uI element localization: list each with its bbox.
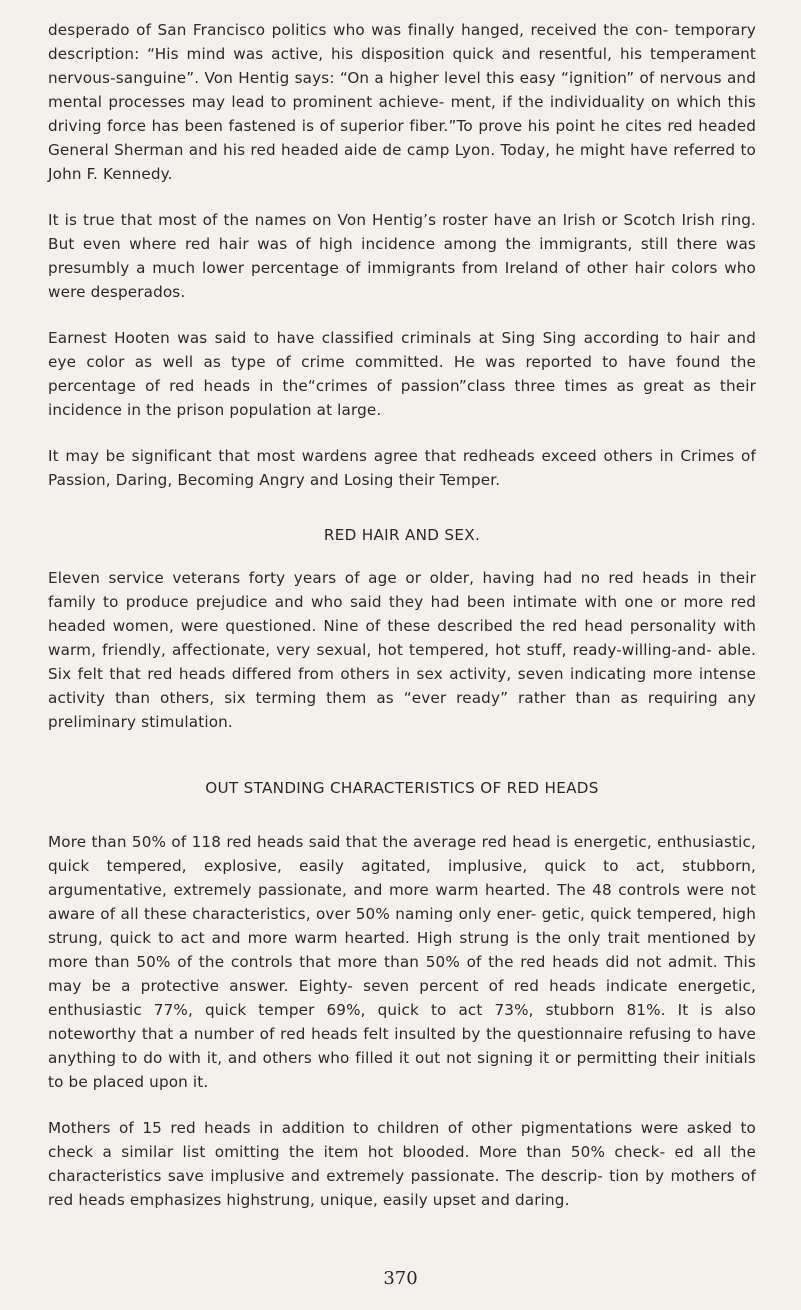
paragraph-mothers: Mothers of 15 red heads in addition to children of other pigmentations were asked to check a similar list omitting the item hot blooded. More than 50% check- ed all the characteristics save implusive and extremely passionate. The descrip- tion by mothers of red heads emphasizes highstrung, unique, easily upset and daring. — [48, 1119, 756, 1209]
section-heading-outstanding-characteristics: OUT STANDING CHARACTERISTICS OF RED HEADS — [205, 779, 599, 797]
section-heading-red-hair-and-sex: RED HAIR AND SEX. — [323, 526, 481, 544]
document-page — [48, 18, 756, 1212]
paragraph-irish-roster: It is true that most of the names on Von Hentig’s roster have an Irish or Scotch Irish ring. But even where red hair was of high incidence among the immigrants, still there was presumbly a much lower percentage of immigrants from Ireland of other hair colors who were desperados. — [48, 211, 756, 301]
page-number: 370 — [383, 1268, 418, 1289]
paragraph-service-veterans: Eleven service veterans forty years of age or older, having had no red heads in their family to produce prejudice and who said they had been intimate with one or more red headed women, were questioned. Nine of these described the red head personality with warm, friendly, affectionate, very sexual, hot tempered, hot stuff, ready-willing-and- able. Six felt that red heads differed from others in sex activity, seven indicating more intense activity than others, six terming them as “ever ready” rather than as requiring any preliminary stimulation. — [48, 569, 756, 731]
paragraph-survey-results: More than 50% of 118 red heads said that the average red head is energetic, enthusiastic, quick tempered, explosive, easily agitated, implusive, quick to act, stubborn, argumentative, extremely passionate, and more warm hearted. The 48 controls were not aware of all these characteristics, over 50% naming only ener- getic, quick tempered, high strung, quick to act and more warm hearted. High strung is the only trait mentioned by more than 50% of the controls that more than 50% of the red heads did not admit. This may be a protective answer. Eighty- seven percent of red heads indicate energetic, enthusiastic 77%, quick temper 69%, quick to act 73%, stubborn 81%. It is also noteworthy that a number of red heads felt insulted by the questionnaire refusing to have anything to do with it, and others who filled it out not signing it or permitting their initials to be placed upon it. — [48, 833, 756, 1091]
paragraph-wardens: It may be significant that most wardens agree that redheads exceed others in Crimes of Passion, Daring, Becoming Angry and Losing their Temper. — [48, 447, 756, 489]
paragraph-desperado: desperado of San Francisco politics who was finally hanged, received the con- temporary description: “His mind was active, his disposition quick and resentful, his temperament nervous-sanguine”. Von Hentig says: “On a higher level this easy “ignition” of nervous and mental processes may lead to prominent achieve- ment, if the individuality on which this driving force has been fastened is of superior fiber.”To prove his point he cites red headed General Sherman and his red headed aide de camp Lyon. Today, he might have referred to John F. Kennedy. — [48, 21, 756, 183]
paragraph-hooten: Earnest Hooten was said to have classified criminals at Sing Sing according to hair and eye color as well as type of crime committed. He was reported to have found the percentage of red heads in the“crimes of passion”class three times as great as their incidence in the prison population at large. — [48, 329, 756, 419]
